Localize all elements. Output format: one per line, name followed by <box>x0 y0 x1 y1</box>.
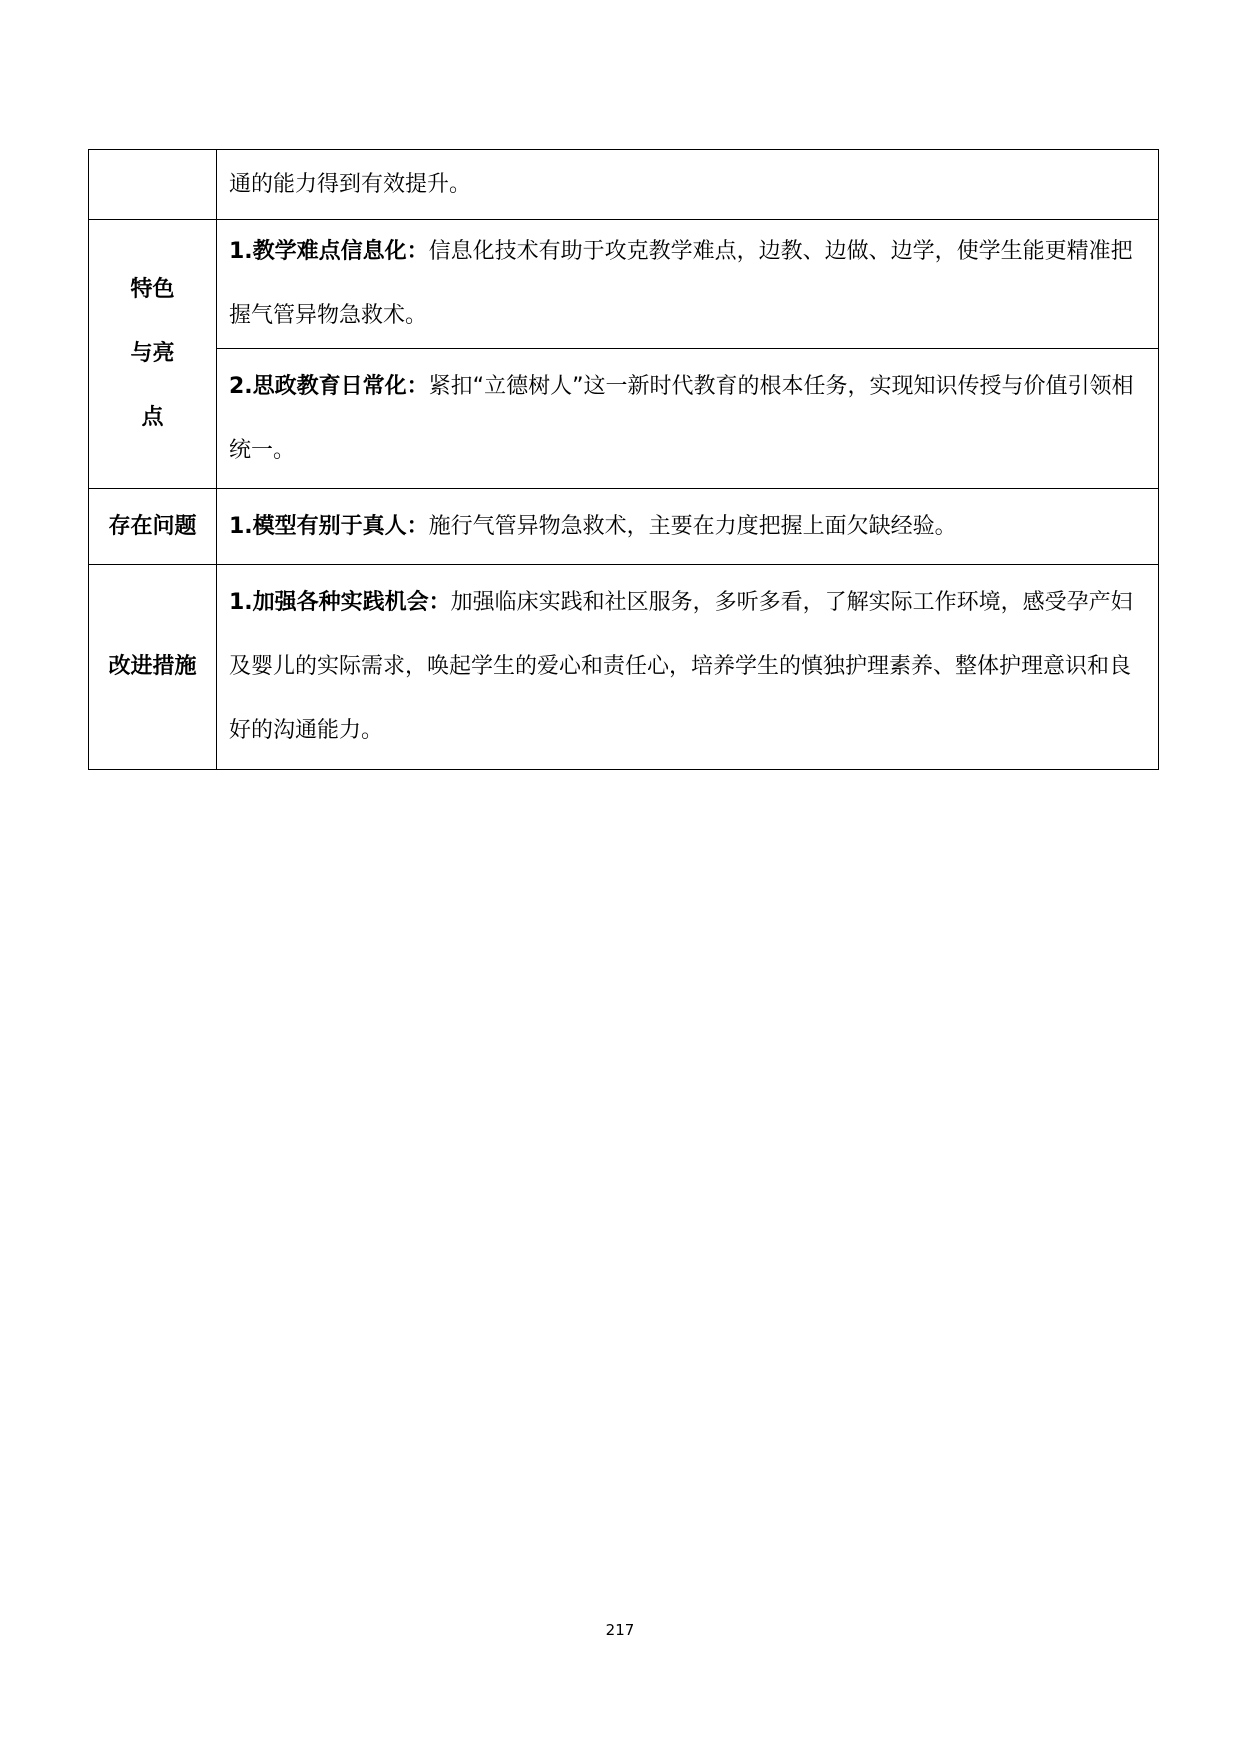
row-label: 特色与亮点 <box>130 277 175 430</box>
entry-text: 紧扣“立德树人”这一新时代教育的根本任务，实现知识传授与价值引领相统一。 <box>229 373 1134 463</box>
entry-text: 加强临床实践和社区服务，多听多看，了解实际工作环境，感受孕产妇及婴儿的实际需求，唤起学生的爱心和责任心，培养学生的慎独护理素养、整体护理意识和良好的沟通能力。 <box>229 590 1133 743</box>
row-label-empty <box>89 150 217 220</box>
row-content <box>217 489 1159 565</box>
row-label-cell <box>89 565 217 770</box>
entry-text: 施行气管异物急救术，主要在力度把握上面欠缺经验。 <box>428 513 957 539</box>
entry-lead: 1.加强各种实践机会： <box>229 590 451 615</box>
row-content <box>217 349 1159 489</box>
evaluation-table <box>88 149 1159 770</box>
row-content <box>217 150 1159 220</box>
table-row-continuation <box>89 150 1159 220</box>
table-row-problems <box>89 489 1159 565</box>
table-row-highlights-1 <box>89 220 1159 349</box>
page-number: 217 <box>605 1621 635 1639</box>
entry-lead: 2.思政教育日常化： <box>229 373 429 399</box>
entry-lead: 1.模型有别于真人： <box>229 513 429 539</box>
entry-text: 信息化技术有助于攻克教学难点，边教、边做、边学，使学生能更精准把握气管异物急救术。 <box>229 239 1133 328</box>
row-label: 改进措施 <box>108 654 197 679</box>
entry-lead: 1.教学难点信息化： <box>229 239 429 264</box>
row-label-cell <box>89 489 217 565</box>
row-label-cell <box>89 220 217 489</box>
row-content <box>217 565 1159 770</box>
table-row-highlights-2 <box>89 349 1159 489</box>
row-label: 存在问题 <box>108 513 197 539</box>
row-content <box>217 220 1159 349</box>
entry-text: 通的能力得到有效提升。 <box>229 171 472 197</box>
table-row-improvements <box>89 565 1159 770</box>
